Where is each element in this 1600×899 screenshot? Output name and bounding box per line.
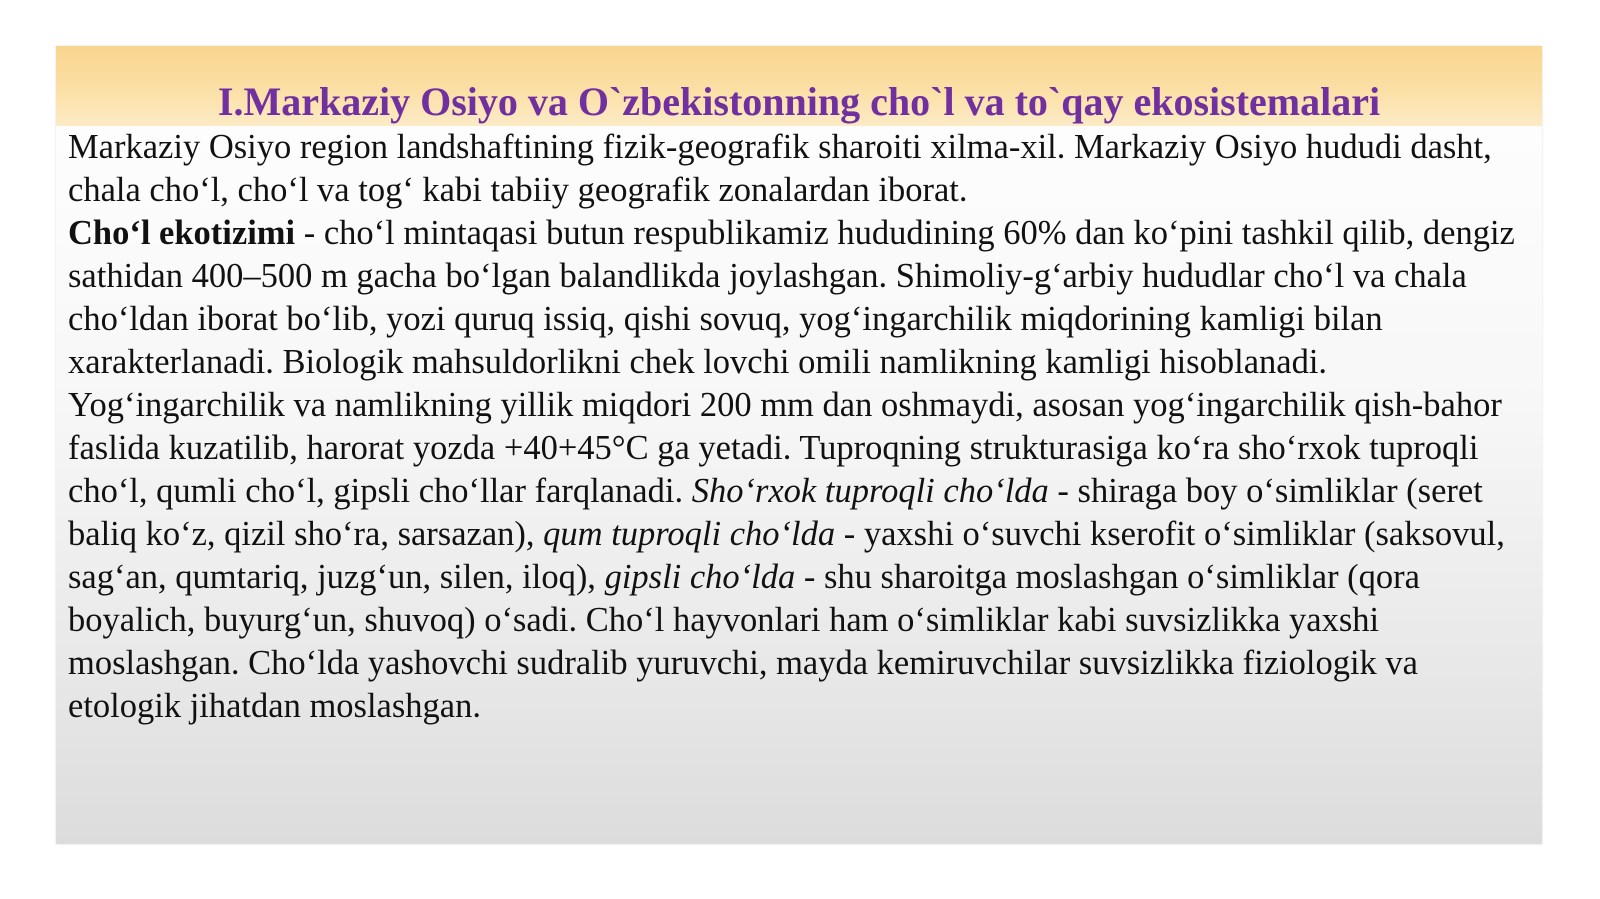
body-text-b: - shiraga boy o‘simliklar (seret baliq ko‘z, qizil sho‘ra, sarsazan), (68, 472, 1483, 553)
italic-qum: qum tuproqli cho‘lda (543, 515, 836, 553)
term-chol-ekotizimi: Cho‘l ekotizimi (68, 214, 296, 252)
slide-body (68, 126, 1538, 728)
italic-shorxok: Sho‘rxok tuproqli cho‘lda (691, 472, 1049, 510)
title-bar (56, 46, 1542, 126)
slide-title: I.Markaziy Osiyo va O`zbekistonning cho`l va to`qay ekosistemalari (217, 79, 1381, 124)
slide-card (56, 46, 1542, 844)
body-text-c: - yaxshi o‘suvchi kserofit o‘simliklar (saksovul, sag‘an, qumtariq, juzg‘un, silen, iloq), (68, 515, 1505, 596)
italic-gipsli: gipsli cho‘lda (604, 558, 796, 596)
intro-paragraph: Markaziy Osiyo region landshaftining fizik-geografik sharoiti xilma-xil. Markaziy Osiyo hududi dasht, chala cho‘l, cho‘l va tog‘ kabi tabiiy geografik zonalardan iborat. (68, 128, 1492, 209)
body-text-a: - cho‘l mintaqasi butun respublikamiz hududining 60% dan ko‘pini tashkil qilib, dengiz sathidan 400–500 m gacha bo‘lgan balandlikda joylashgan. Shimoliy-g‘arbiy hududlar cho‘l va chala cho‘ldan iborat bo‘lib, yozi quruq issiq, qishi sovuq, yog‘ingarchilik miqdorining kamligi bilan xarakterlanadi. Biologik mahsuldorlikni chek lovchi omili namlikning kamligi hisoblanadi. Yog‘ingarchilik va namlikning yillik miqdori 200 mm dan oshmaydi, asosan yog‘ingarchilik qish-bahor faslida kuzatilib, harorat yozda +40+45°C ga yetadi. Tuproqning strukturasiga ko‘ra sho‘rxok tuproqli cho‘l, qumli cho‘l, gipsli cho‘llar farqlanadi. (68, 214, 1515, 510)
body-text-d: - shu sharoitga moslashgan o‘simliklar (qora boyalich, buyurg‘un, shuvoq) o‘sadi. Cho‘l hayvonlari ham o‘simliklar kabi suvsizlikka yaxshi moslashgan. Cho‘lda yashovchi sudralib yuruvchi, mayda kemiruvchilar suvsizlikka fiziologik va etologik jihatdan moslashgan. (68, 558, 1420, 725)
